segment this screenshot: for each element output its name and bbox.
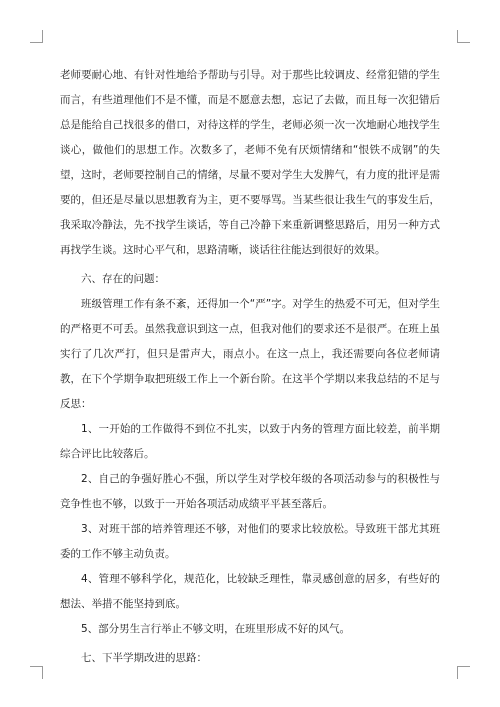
paragraph-continuation: 老师要耐心地、有针对性地给予帮助与引导。对于那些比较调皮、经常犯错的学生而言，有些道理他们不是不懂，而是不愿意去想，忘记了去做，而且每一次犯错后总是能给自己找很多的借口，对待这样的学生，老师必须一次一次地耐心地找学生谈心，做他们的思想工作。次数多了，老师不免有厌烦情绪和“恨铁不成钢”的失望，这时，老师要控制自己的情绪，尽量不要对学生大发脾气，有力度的批评是需要的，但还是尽量以思想教育为主，更不要辱骂。当某些很让我生气的事发生后，我采取冷静法，先不找学生谈话，等自己冷静下来重新调整思路后，用另一种方式再找学生谈。这时心平气和，思路清晰，谈话往往能达到很好的效果。 [60, 69, 440, 256]
crop-mark-top-right [457, 30, 470, 43]
section-heading-improvements: 七、下半学期改进的思路： [81, 652, 207, 664]
section-heading-problems: 六、存在的问题： [81, 273, 165, 285]
paragraph-class-management: 班级管理工作有条不紊，还得加一个“严”字。对学生的热爱不可无，但对学生的严格更不可丢。虽然我意识到这一点，但我对他们的要求还不是很严。在班上虽实行了几次严打，但只是雷声大，雨点小。在这一点上，我还需要向各位老师请教，在下个学期争取把班级工作上一个新台阶。在这半个学期以来我总结的不足与反思： [60, 298, 440, 410]
crop-mark-bottom-right [457, 666, 470, 679]
crop-mark-top-left [30, 30, 43, 43]
crop-mark-bottom-left [30, 666, 43, 679]
list-item-2: 2、自己的争强好胜心不强，所以学生对学校年级的各项活动参与的积极性与竞争性也不够，以致于一开始各项活动成绩平平甚至落后。 [60, 473, 440, 510]
list-item-5: 5、部分男生言行举止不够文明，在班里形成不好的风气。 [81, 623, 351, 635]
list-item-3: 3、对班干部的培养管理还不够，对他们的要求比较放松。导致班干部尤其班委的工作不够主动负责。 [60, 523, 440, 560]
document-body [60, 63, 440, 671]
list-item-1: 1、一开始的工作做得不到位不扎实，以致于内务的管理方面比较差，前半期综合评比比较落后。 [60, 423, 440, 460]
list-item-4: 4、管理不够科学化，规范化，比较缺乏理性，靠灵感创意的居多，有些好的想法、举措不能坚持到底。 [60, 573, 440, 610]
